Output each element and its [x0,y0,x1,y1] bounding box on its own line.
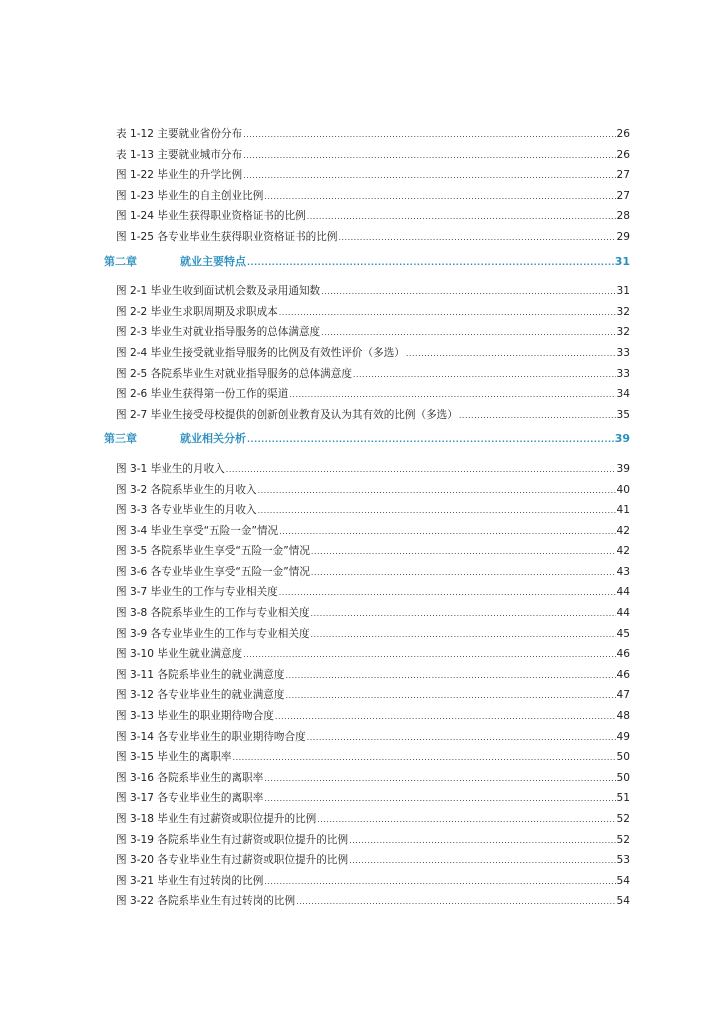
leader-dots [321,323,615,344]
leader-dots [296,892,615,913]
entry-label: 图 1-23 毕业生的自主创业比例 [116,189,264,202]
chapter-title: 就业主要特点 [180,254,246,268]
page-number: 39 [616,462,630,475]
page-number: 39 [614,432,630,446]
entry-label: 图 3-16 各院系毕业生的离职率 [116,771,264,784]
toc-entry[interactable] [104,891,630,912]
toc-entry[interactable] [104,405,630,426]
entry-label: 图 3-22 各院系毕业生有过转岗的比例 [116,895,296,908]
leader-dots [311,604,616,625]
leader-dots [307,207,616,228]
leader-dots [459,406,616,427]
page-number: 31 [614,254,630,268]
toc-entry[interactable] [104,459,630,480]
entry-label: 图 1-25 各专业毕业生获得职业资格证书的比例 [116,230,338,243]
entry-label: 图 2-3 毕业生对就业指导服务的总体满意度 [116,326,321,339]
page-number: 32 [616,326,630,339]
entry-label: 图 3-6 各专业毕业生享受“五险一金”情况 [116,565,310,578]
leader-dots [279,522,615,543]
toc-entry[interactable] [104,624,630,645]
entry-label: 图 3-7 毕业生的工作与专业相关度 [116,586,278,599]
entry-label: 图 3-3 各专业毕业生的月收入 [116,504,257,517]
page-number: 47 [616,689,630,702]
toc-entry[interactable] [104,541,630,562]
leader-dots [311,542,616,563]
page-number: 32 [616,305,630,318]
page-number: 42 [616,545,630,558]
leader-dots [286,666,616,687]
leader-dots [243,125,615,146]
leader-dots [317,810,615,831]
toc-entry[interactable] [104,727,630,748]
toc-chapter-2[interactable] [104,252,630,273]
leader-dots [243,166,615,187]
toc-entry[interactable] [104,706,630,727]
page-number: 27 [616,169,630,182]
leader-dots [243,146,615,167]
entry-label: 图 2-5 各院系毕业生对就业指导服务的总体满意度 [116,367,352,380]
chapter-number: 第三章 [104,432,137,446]
leader-dots [311,625,616,646]
leader-dots [258,481,616,502]
toc-entry[interactable] [104,562,630,583]
leader-dots [338,228,615,249]
toc-entry[interactable] [104,186,630,207]
page-number: 46 [616,668,630,681]
entry-label: 图 3-5 各院系毕业生享受“五险一金”情况 [116,545,310,558]
toc-entry[interactable] [104,227,630,248]
toc-entry[interactable] [104,830,630,851]
chapter-number: 第二章 [104,254,137,268]
leader-dots [247,253,614,274]
page-number: 34 [616,388,630,401]
leader-dots [286,686,616,707]
leader-dots [349,851,615,872]
toc-entry[interactable] [104,322,630,343]
chapter-heading [104,252,246,273]
page-number: 52 [616,813,630,825]
entry-label: 图 3-15 毕业生的离职率 [116,751,232,764]
chapter-heading [104,429,246,450]
page-number: 50 [616,751,630,764]
entry-label: 图 3-11 各院系毕业生的就业满意度 [116,668,285,681]
leader-dots [264,187,615,208]
leader-dots [279,583,616,604]
entry-label: 图 2-1 毕业生收到面试机会数及录用通知数 [116,285,321,298]
toc-entry[interactable] [104,302,630,323]
entry-label: 图 3-10 毕业生就业满意度 [116,648,243,661]
entry-label: 图 3-12 各专业毕业生的就业满意度 [116,689,285,702]
table-of-contents [104,124,630,912]
entry-label: 图 3-1 毕业生的月收入 [116,462,225,475]
toc-entry[interactable] [104,809,630,830]
page-number: 46 [616,648,630,661]
entry-label: 图 3-14 各专业毕业生的职业期待吻合度 [116,730,306,743]
toc-entry[interactable] [104,521,630,542]
toc-entry[interactable] [104,582,630,603]
page-number: 53 [616,854,630,867]
page-number: 26 [616,128,630,140]
leader-dots [258,501,616,522]
toc-entry[interactable] [104,480,630,501]
leader-dots [226,460,616,481]
entry-label: 图 3-8 各院系毕业生的工作与专业相关度 [116,607,310,620]
leader-dots [233,748,616,769]
toc-entry[interactable] [104,384,630,405]
toc-entry[interactable] [104,768,630,789]
page-number: 51 [616,792,630,805]
entry-label: 图 1-24 毕业生获得职业资格证书的比例 [116,210,306,223]
leader-dots [311,563,616,584]
leader-dots [406,344,616,365]
page-number: 49 [616,730,630,743]
leader-dots [264,789,615,810]
toc-chapter-3[interactable] [104,429,630,450]
entry-label: 图 3-20 各专业毕业生有过薪资或职位提升的比例 [116,854,349,867]
toc-entry[interactable] [104,747,630,768]
toc-group-chapter-3 [104,459,630,912]
page-number: 27 [616,189,630,202]
page-number: 44 [616,607,630,620]
toc-entry[interactable] [104,500,630,521]
toc-entry[interactable] [104,644,630,665]
entry-label: 图 2-7 毕业生接受母校提供的创新创业教育及认为其有效的比例（多选） [116,408,458,421]
entry-label: 图 3-19 各院系毕业生有过薪资或职位提升的比例 [116,833,349,846]
leader-dots [353,365,616,386]
page-number: 44 [616,586,630,599]
toc-entry[interactable] [104,206,630,227]
toc-entry[interactable] [104,343,630,364]
entry-label: 图 3-4 毕业生享受“五险一金”情况 [116,524,279,537]
entry-label: 表 1-13 主要就业城市分布 [116,148,243,161]
toc-entry[interactable] [104,281,630,302]
entry-label: 图 3-21 毕业生有过转岗的比例 [116,874,264,887]
leader-dots [349,831,615,852]
leader-dots [307,728,616,749]
page-number: 43 [616,565,630,578]
page-number: 28 [616,210,630,223]
entry-label: 表 1-12 主要就业省份分布 [116,128,243,140]
leader-dots [247,430,614,451]
toc-entry[interactable] [104,788,630,809]
page-number: 50 [616,771,630,784]
page-number: 33 [616,346,630,359]
leader-dots [264,872,615,893]
page-number: 41 [616,504,630,517]
toc-entry[interactable] [104,165,630,186]
page-number: 35 [616,408,630,421]
leader-dots [264,769,615,790]
toc-group-chapter-1 [104,124,630,248]
toc-group-chapter-2 [104,281,630,425]
page-number: 26 [616,148,630,161]
page-number: 54 [616,874,630,887]
entry-label: 图 3-18 毕业生有过薪资或职位提升的比例 [116,813,317,825]
entry-label: 图 3-2 各院系毕业生的月收入 [116,483,257,496]
page-number: 54 [616,895,630,908]
entry-label: 图 2-4 毕业生接受就业指导服务的比例及有效性评价（多选） [116,346,405,359]
toc-entry[interactable] [104,145,630,166]
toc-entry[interactable] [104,685,630,706]
toc-entry[interactable] [104,665,630,686]
toc-entry[interactable] [104,871,630,892]
entry-label: 图 3-9 各专业毕业生的工作与专业相关度 [116,627,310,640]
toc-entry[interactable] [104,124,630,145]
page-number: 40 [616,483,630,496]
page-number: 52 [616,833,630,846]
page-number: 45 [616,627,630,640]
leader-dots [275,707,616,728]
leader-dots [289,385,615,406]
entry-label: 图 2-2 毕业生求职周期及求职成本 [116,305,278,318]
page-number: 48 [616,710,630,723]
leader-dots [243,645,615,666]
toc-entry[interactable] [104,603,630,624]
entry-label: 图 2-6 毕业生获得第一份工作的渠道 [116,388,289,401]
toc-entry[interactable] [104,850,630,871]
page-number: 29 [616,230,630,243]
entry-label: 图 1-22 毕业生的升学比例 [116,169,243,182]
entry-label: 图 3-13 毕业生的职业期待吻合度 [116,710,274,723]
page-number: 42 [616,524,630,537]
entry-label: 图 3-17 各专业毕业生的离职率 [116,792,264,805]
page-number: 33 [616,367,630,380]
toc-entry[interactable] [104,364,630,385]
page-number: 31 [616,285,630,298]
leader-dots [279,303,616,324]
chapter-title: 就业相关分析 [180,432,246,446]
leader-dots [321,282,615,303]
